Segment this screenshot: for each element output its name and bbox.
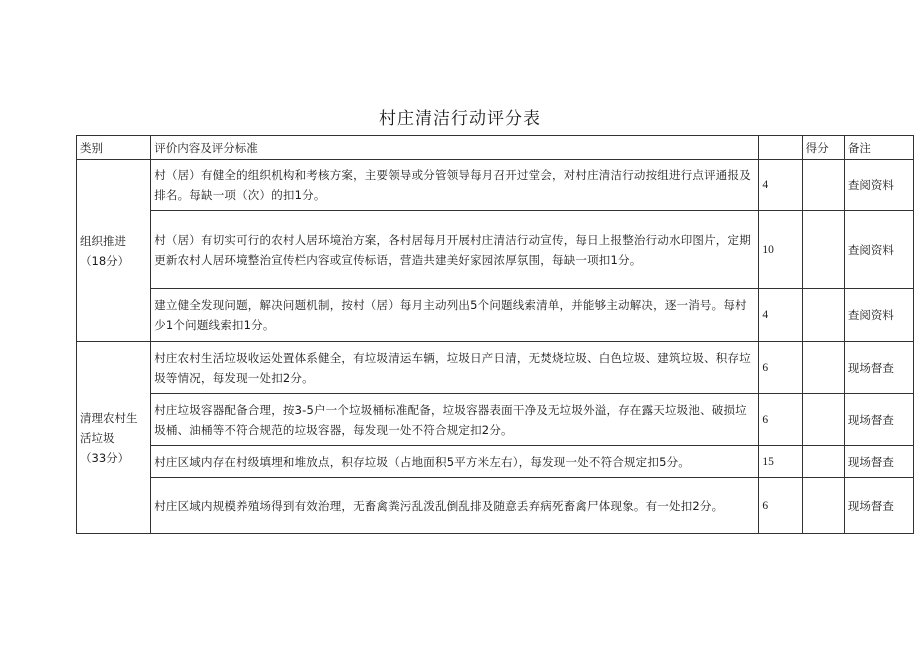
score-cell[interactable] (802, 160, 844, 211)
category-cell-garbage (77, 342, 151, 534)
table-row (77, 478, 914, 534)
table-row (77, 160, 914, 211)
header-criteria: 评价内容及评分标准 (151, 136, 759, 160)
table-row (77, 342, 914, 394)
points-cell: 4 (759, 289, 802, 342)
remarks-cell: 现场督查 (844, 478, 913, 534)
remarks-cell: 查阅资料 (844, 289, 913, 342)
category-total: （18分） (80, 253, 130, 268)
remarks-cell: 现场督查 (844, 342, 913, 394)
header-points (759, 136, 802, 160)
score-cell[interactable] (802, 211, 844, 289)
category-total: （33分） (80, 450, 130, 465)
table-header-row (77, 136, 914, 160)
score-cell[interactable] (802, 289, 844, 342)
points-cell: 4 (759, 160, 802, 211)
category-cell-organization (77, 160, 151, 342)
criteria-cell: 村庄垃圾容器配备合理，按3-5户一个垃圾桶标准配备，垃圾容器表面干净及无垃圾外溢，存在露天垃圾池、破损垃圾桶、油桶等不符合规范的垃圾容器，每发现一处不符合规定扣2分。 (151, 394, 759, 446)
table-row (77, 446, 914, 478)
scoring-table (76, 135, 914, 534)
points-cell: 6 (759, 478, 802, 534)
criteria-cell: 建立健全发现问题，解决问题机制，按村（居）每月主动列出5个问题线索清单，并能够主动解决，逐一消号。每村少1个问题线索扣1分。 (151, 289, 759, 342)
score-cell[interactable] (802, 342, 844, 394)
header-remarks: 备注 (844, 136, 913, 160)
remarks-cell: 现场督查 (844, 394, 913, 446)
criteria-cell: 村（居）有切实可行的农村人居环境治方案，各村居每月开展村庄清洁行动宣传，每日上报整治行动水印图片，定期更新农村人居环境整治宣传栏内容或宣传标语，营造共建美好家园浓厚氛围，每缺一项扣1分。 (151, 211, 759, 289)
remarks-cell: 查阅资料 (844, 211, 913, 289)
score-cell[interactable] (802, 478, 844, 534)
document-title: 村庄清洁行动评分表 (379, 109, 541, 129)
criteria-cell: 村（居）有健全的组织机构和考核方案，主要领导或分管领导每月召开过堂会，对村庄清洁行动按组进行点评通报及排名。每缺一项（次）的扣1分。 (151, 160, 759, 211)
table-row (77, 211, 914, 289)
header-score: 得分 (802, 136, 844, 160)
score-cell[interactable] (802, 446, 844, 478)
category-name: 清理农村生活垃圾 (80, 410, 138, 445)
score-cell[interactable] (802, 394, 844, 446)
header-category: 类别 (77, 136, 151, 160)
remarks-cell: 现场督查 (844, 446, 913, 478)
category-name: 组织推进 (80, 233, 126, 248)
criteria-cell: 村庄区域内存在村级填埋和堆放点，积存垃圾（占地面积5平方米左右），每发现一处不符合规定扣5分。 (151, 446, 759, 478)
points-cell: 6 (759, 342, 802, 394)
criteria-cell: 村庄农村生活垃圾收运处置体系健全，有垃圾清运车辆，垃圾日产日清，无焚烧垃圾、白色垃圾、建筑垃圾、积存垃圾等情况，每发现一处扣2分。 (151, 342, 759, 394)
points-cell: 15 (759, 446, 802, 478)
points-cell: 6 (759, 394, 802, 446)
points-cell: 10 (759, 211, 802, 289)
table-row (77, 394, 914, 446)
criteria-cell: 村庄区域内规模养殖场得到有效治理，无畜禽粪污乱泼乱倒乱排及随意丢弃病死畜禽尸体现象。有一处扣2分。 (151, 478, 759, 534)
remarks-cell: 查阅资料 (844, 160, 913, 211)
table-row (77, 289, 914, 342)
